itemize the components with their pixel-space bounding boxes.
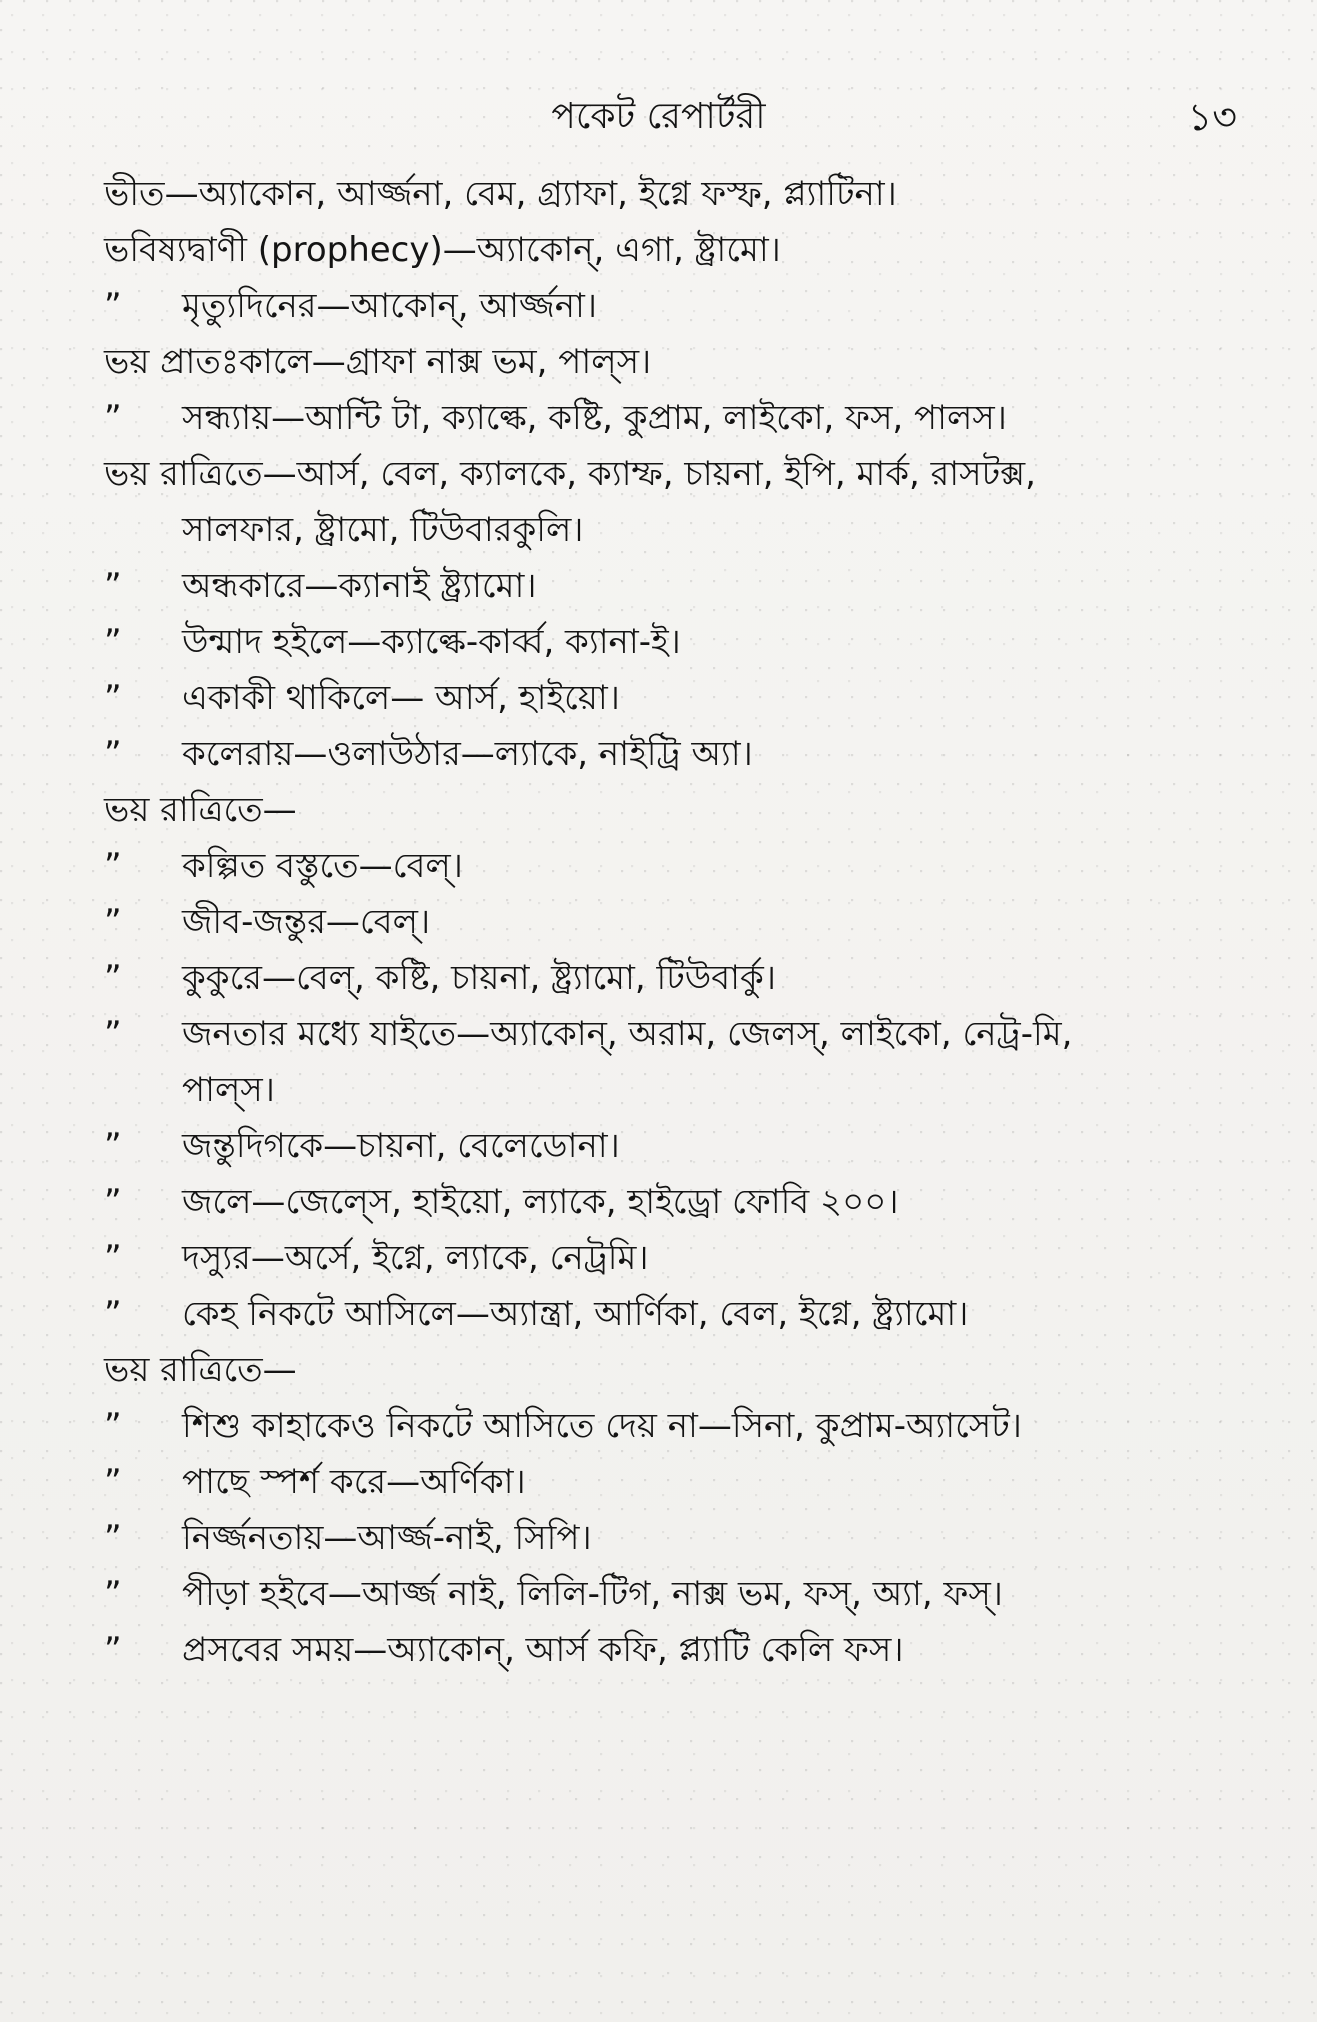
entry-line [104, 782, 1254, 838]
continuation-line [104, 1062, 1254, 1118]
entry-line [104, 222, 1254, 278]
ditto-mark: ” [104, 566, 122, 606]
ditto-mark: ” [104, 1518, 122, 1558]
entry-text: একাকী থাকিলে— আর্স, হাইয়ো। [182, 678, 620, 718]
entry-text: ভয় প্রাতঃকালে—গ্রাফা নাক্স ভম, পাল্স। [104, 342, 652, 382]
sub-entry-line [104, 1566, 1254, 1622]
sub-entry-line [104, 894, 1254, 950]
ditto-mark: ” [104, 1126, 122, 1166]
entry-text: দস্যুর—অর্সে, ইগ্নে, ল্যাকে, নেট্রমি। [182, 1238, 649, 1278]
entry-text: জীব-জন্তুর—বেল্। [182, 902, 431, 942]
sub-entry-line [104, 1622, 1254, 1678]
entry-text: ভয় রাত্রিতে— [104, 1350, 297, 1390]
entry-line [104, 334, 1254, 390]
entry-line [104, 446, 1254, 502]
ditto-mark: ” [104, 1014, 122, 1054]
entry-text: সালফার, ষ্ট্রামো, টিউবারকুলি। [182, 510, 584, 550]
page-number: ১৩ [1187, 95, 1237, 139]
ditto-mark: ” [104, 1294, 122, 1334]
entry-text: কেহ নিকটে আসিলে—অ্যান্ত্রা, আর্ণিকা, বেল, ইগ্নে, ষ্ট্র্যামো। [182, 1294, 969, 1334]
entry-text: কলেরায়—ওলাউঠার—ল্যাকে, নাইট্রি অ্যা। [182, 734, 753, 774]
ditto-mark: ” [104, 958, 122, 998]
running-title: পকেট রেপার্টরী [551, 96, 766, 137]
entry-text: ভীত—অ্যাকোন, আর্জ্জনা, বেম, গ্র্যাফা, ইগ্নে ফস্ফ, প্ল্যাটিনা। [104, 174, 897, 214]
entry-line [104, 166, 1254, 222]
entry-text: প্রসবের সময়—অ্যাকোন্, আর্স কফি, প্ল্যাটি কেলি ফস। [182, 1630, 904, 1670]
sub-entry-line [104, 614, 1254, 670]
entry-text: উন্মাদ হইলে—ক্যাল্কে-কার্ব্ব, ক্যানা-ই। [182, 622, 681, 662]
ditto-mark: ” [104, 1574, 122, 1614]
continuation-line [104, 502, 1254, 558]
sub-entry-line [104, 1006, 1254, 1062]
ditto-mark: ” [104, 398, 122, 438]
sub-entry-line [104, 1118, 1254, 1174]
ditto-mark: ” [104, 286, 122, 326]
sub-entry-line [104, 390, 1254, 446]
entry-text: ভয় রাত্রিতে— [104, 790, 297, 830]
ditto-mark: ” [104, 734, 122, 774]
sub-entry-line [104, 1174, 1254, 1230]
entry-text: নির্জ্জনতায়—আর্জ্জ-নাই, সিপি। [182, 1518, 592, 1558]
entry-line [104, 1342, 1254, 1398]
sub-entry-line [104, 278, 1254, 334]
entry-text: জলে—জেল্সে, হাইয়ো, ল্যাকে, হাইড্রো ফোবি ২০০। [182, 1182, 899, 1222]
entry-text: মৃত্যুদিনের—আকোন্, আর্জ্জনা। [182, 286, 598, 326]
entry-text: জনতার মধ্যে যাইতে—অ্যাকোন্, অরাম, জেলস্, লাইকো, নেট্র-মি, [182, 1014, 1073, 1054]
entry-text: শিশু কাহাকেও নিকটে আসিতে দেয় না—সিনা, কুপ্রাম-অ্যাসেট। [182, 1406, 1022, 1446]
sub-entry-line [104, 670, 1254, 726]
entry-text: ভয় রাত্রিতে—আর্স, বেল, ক্যালকে, ক্যাম্ফ, চায়না, ইপি, মার্ক, রাসটক্স, [104, 454, 1036, 494]
entry-text: কল্পিত বস্তুতে—বেল্। [182, 846, 463, 886]
entry-text: পীড়া হইবে—আর্জ্জ নাই, লিলি-টিগ, নাক্স ভম, ফস্, অ্যা, ফস্। [182, 1574, 1003, 1614]
ditto-mark: ” [104, 1406, 122, 1446]
ditto-mark: ” [104, 622, 122, 662]
sub-entry-line [104, 1286, 1254, 1342]
ditto-mark: ” [104, 1238, 122, 1278]
entry-text: জন্তুদিগকে—চায়না, বেলেডোনা। [182, 1126, 620, 1166]
sub-entry-line [104, 950, 1254, 1006]
sub-entry-line [104, 1230, 1254, 1286]
entry-text: পাল্স। [182, 1070, 275, 1110]
entry-text: কুকুরে—বেল্, কষ্টি, চায়না, ষ্ট্র্যামো, টিউবার্কু। [182, 958, 776, 998]
ditto-mark: ” [104, 1462, 122, 1502]
entry-text: অন্ধকারে—ক্যানাই ষ্ট্র্যামো। [182, 566, 537, 606]
ditto-mark: ” [104, 1182, 122, 1222]
entry-text: সন্ধ্যায়—আন্টি টা, ক্যাল্কে, কষ্টি, কুপ্রাম, লাইকো, ফস, পালস। [182, 398, 1007, 438]
sub-entry-line [104, 838, 1254, 894]
sub-entry-line [104, 1398, 1254, 1454]
ditto-mark: ” [104, 846, 122, 886]
ditto-mark: ” [104, 902, 122, 942]
sub-entry-line [104, 1454, 1254, 1510]
entry-text: পাছে স্পর্শ করে—অর্ণিকা। [182, 1462, 526, 1502]
sub-entry-line [104, 726, 1254, 782]
page-body [104, 166, 1254, 1678]
page-header [0, 92, 1317, 142]
ditto-mark: ” [104, 1630, 122, 1670]
sub-entry-line [104, 1510, 1254, 1566]
sub-entry-line [104, 558, 1254, 614]
entry-text: ভবিষ্যদ্বাণী (prophecy)—অ্যাকোন্, এগা, ষ্ট্রামো। [104, 230, 781, 270]
ditto-mark: ” [104, 678, 122, 718]
